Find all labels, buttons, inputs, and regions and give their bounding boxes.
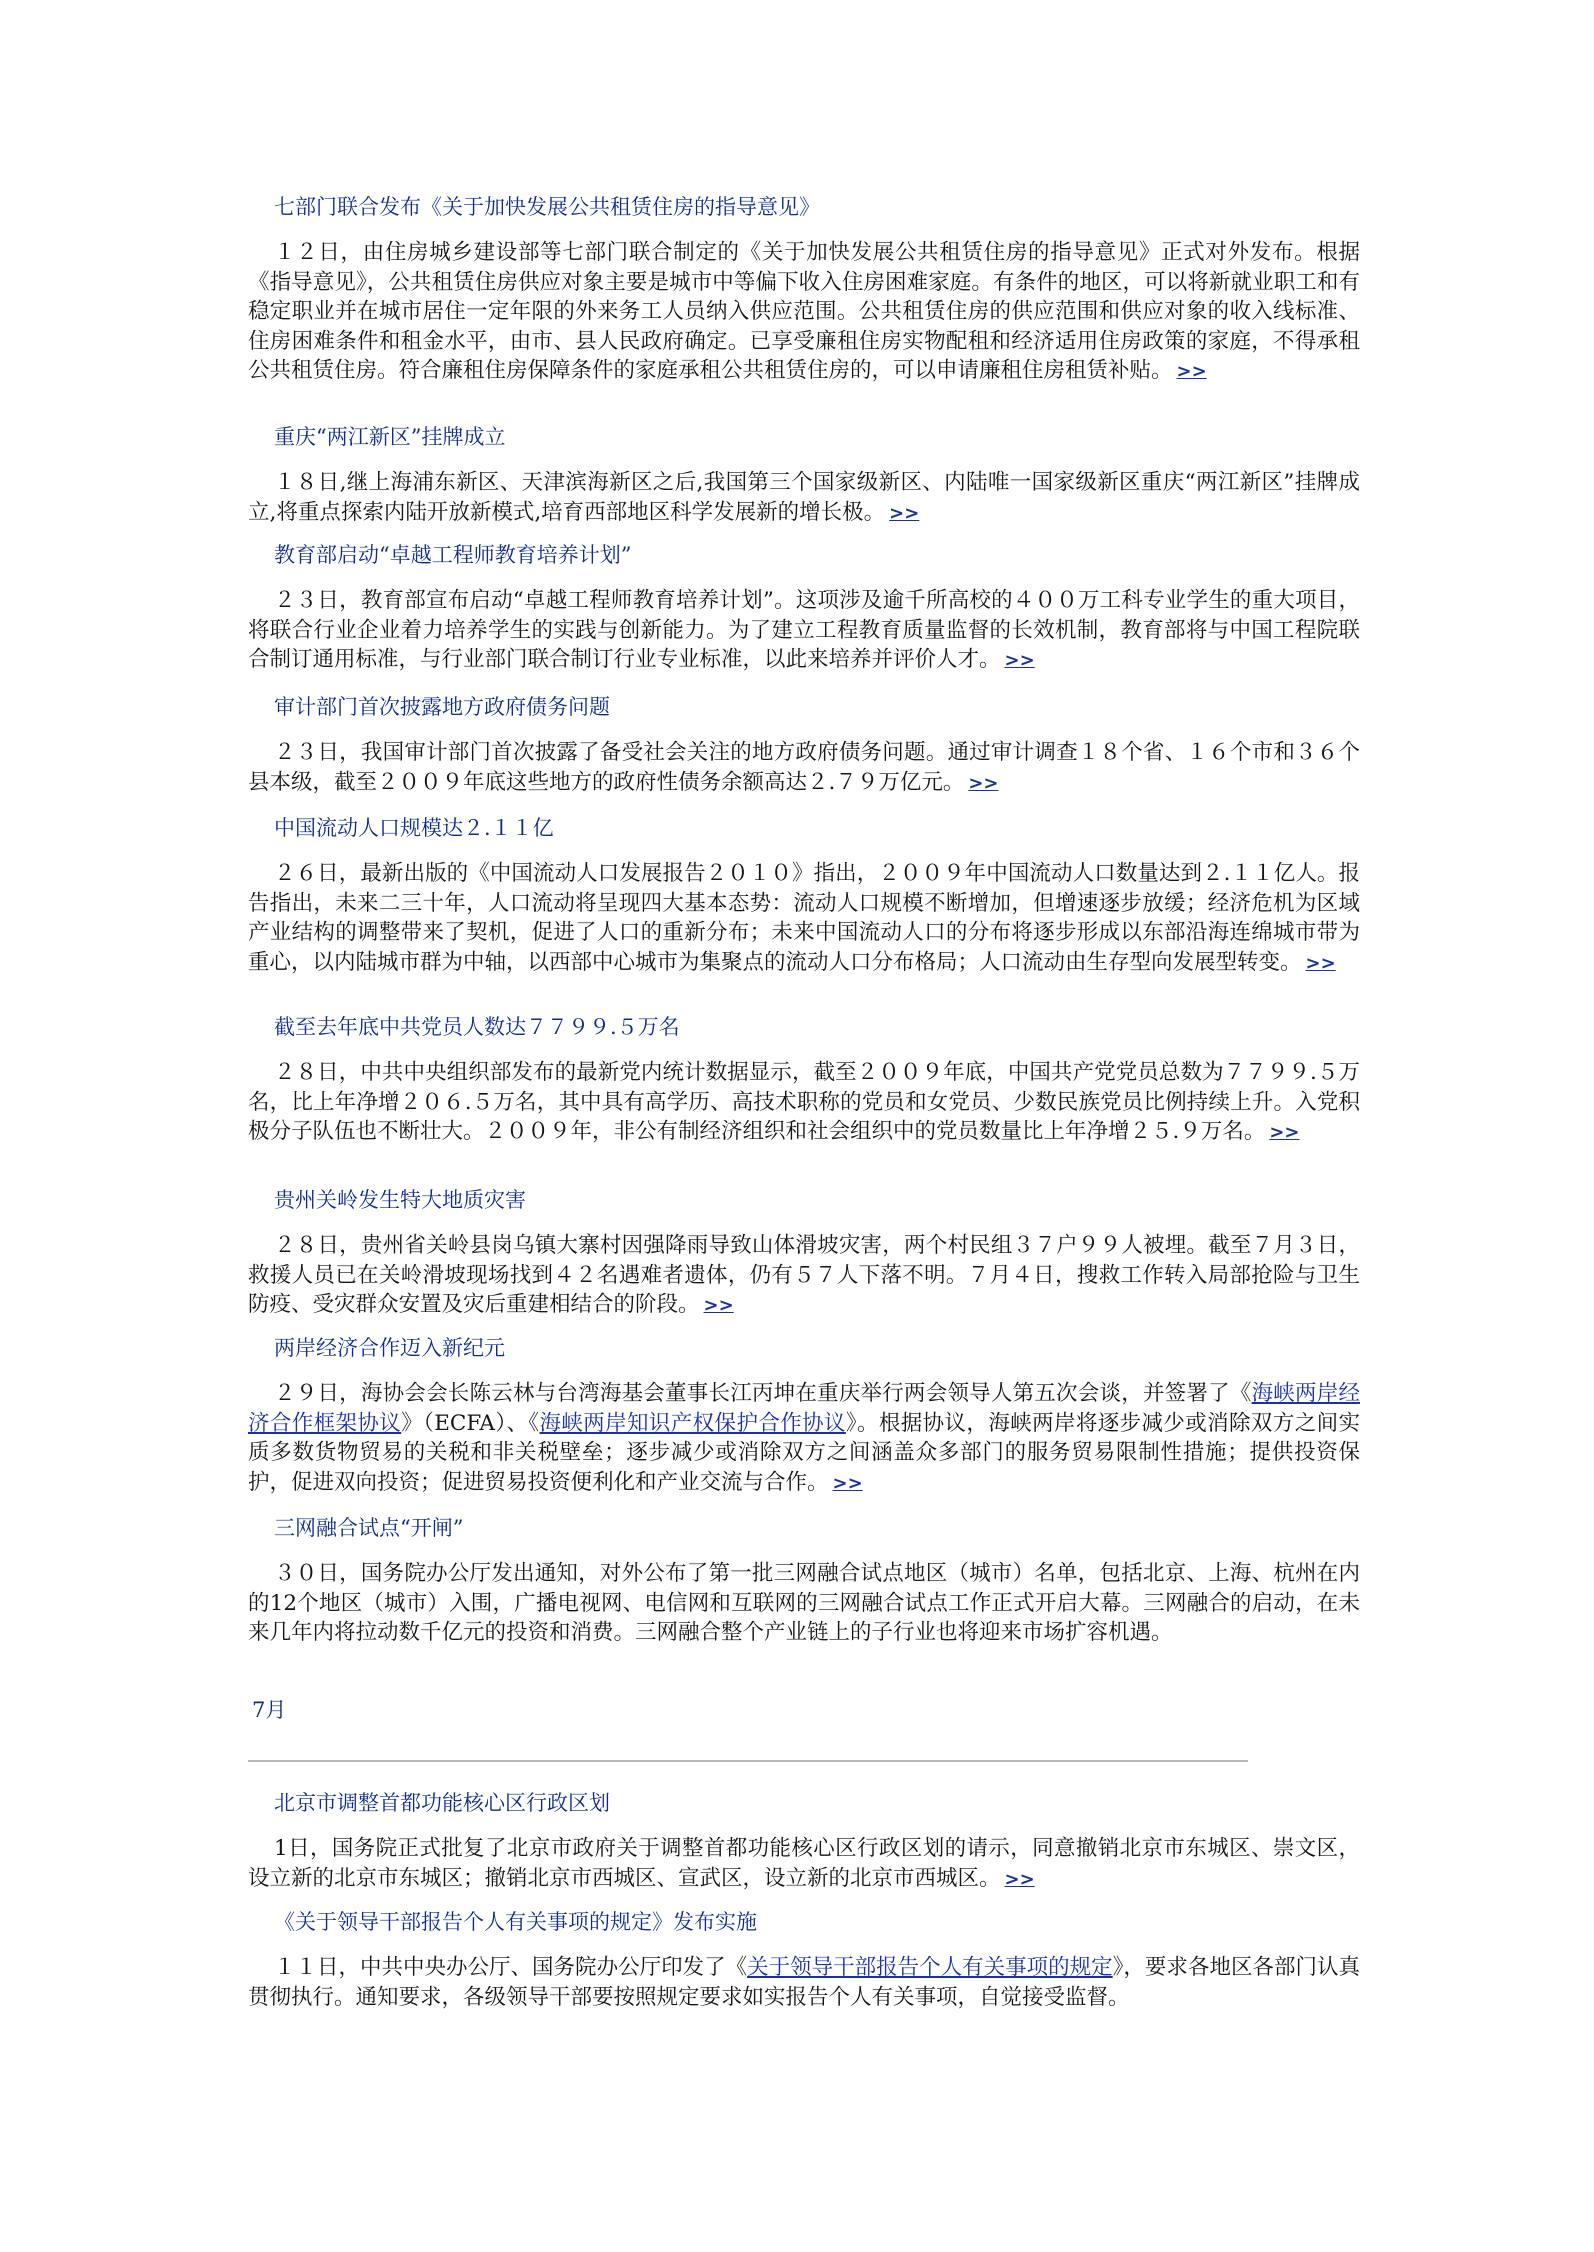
news-headline: 七部门联合发布《关于加快发展公共租赁住房的指导意见》 [274,195,820,219]
news-item [248,1185,1360,1321]
news-headline: 《关于领导干部报告个人有关事项的规定》发布实施 [274,1910,757,1934]
news-item [248,540,1360,676]
news-headline: 三网融合试点“开闸” [274,1516,464,1540]
news-item [248,813,1360,978]
news-item [248,422,1360,528]
ip-protection-agreement-link[interactable]: 海峡两岸知识产权保护合作协议 [539,1410,846,1436]
news-body-text: 》（ECFA）、《 [401,1410,540,1436]
news-body [248,468,1360,528]
news-item [248,1333,1360,1498]
news-body-text: １１日，中共中央办公厅、国务院办公厅印发了《 [274,1955,748,1980]
news-body-text: 1日，国务院正式批复了北京市政府关于调整首都功能核心区行政区划的请示，同意撤销北京市东城区、崇文区，设立新的北京市东城区；撤销北京市西城区、宣武区，设立新的北京市西城区。 [248,1836,1360,1891]
month-label: 7月 [252,1698,287,1722]
news-body [248,738,1360,798]
news-body [248,1058,1360,1148]
more-link[interactable]: >> [1004,650,1035,671]
more-link[interactable]: >> [968,772,999,794]
section-divider [248,1760,1248,1762]
news-headline: 教育部启动“卓越工程师教育培养计划” [274,543,632,567]
news-item [248,1513,1360,1648]
news-item [248,1012,1360,1148]
news-headline: 审计部门首次披露地方政府债务问题 [274,695,610,719]
news-item [248,692,1360,798]
news-body-text: ３０日，国务院办公厅发出通知，对外公布了第一批三网融合试点地区（城市）名单，包括北京、上海、杭州在内的12个地区（城市）入围，广播电视网、电信网和互联网的三网融合试点工作正式开启大幕。三网融合的启动，在未来几年内将拉动数千亿元的投资和消费。三网融合整个产业链上的子行业也将迎来市场扩容机遇。 [248,1561,1360,1645]
news-item [248,1788,1360,1894]
news-body-text: 》。根据协议，海峡两岸将逐步减少或消除双方之间实质多数货物贸易的关税和非关税壁垒；逐步减少或消除双方之间涵盖众多部门的服务贸易限制性措施；提供投资保护，促进双向投资；促进贸易投资便利化和产业交流与合作。 [248,1410,1360,1495]
more-link[interactable]: >> [1004,1868,1035,1890]
more-link[interactable]: >> [832,1472,863,1494]
more-link[interactable]: >> [1305,952,1336,974]
regulation-link[interactable]: 关于领导干部报告个人有关事项的规定 [747,1955,1113,1980]
ecfa-agreement-link[interactable]: 海峡两岸经济合作框架协议 [248,1381,1360,1436]
news-item [248,192,1360,387]
news-body [248,1559,1360,1648]
news-body-text: ２９日，海协会会长陈云林与台湾海基会董事长江丙坤在重庆举行两会领导人第五次会谈，并签署了《 [274,1381,1252,1406]
more-link[interactable]: >> [703,1295,734,1316]
news-body [248,1379,1360,1498]
news-body [248,859,1360,978]
more-link[interactable]: >> [889,502,920,524]
news-headline: 北京市调整首都功能核心区行政区划 [274,1791,610,1815]
news-body [248,586,1360,676]
news-headline: 贵州关岭发生特大地质灾害 [274,1188,526,1212]
news-body-text: １８日,继上海浦东新区、天津滨海新区之后,我国第三个国家级新区、内陆唯一国家级新区重庆“两江新区”挂牌成立,将重点探索内陆开放新模式,培育西部地区科学发展新的增长极。 [248,470,1360,525]
news-headline: 截至去年底中共党员人数达７７９９.５万名 [274,1015,680,1039]
news-body [248,238,1360,387]
more-link[interactable]: >> [1269,1122,1300,1143]
news-body-text: ２８日，贵州省关岭县岗乌镇大寨村因强降雨导致山体滑坡灾害，两个村民组３７户９９人被埋。截至７月３日，救援人员已在关岭滑坡现场找到４２名遇难者遗体，仍有５７人下落不明。７月４日，搜救工作转入局部抢险与卫生防疫、受灾群众安置及灾后重建相结合的阶段。 [248,1233,1360,1317]
news-body-text: １２日，由住房城乡建设部等七部门联合制定的《关于加快发展公共租赁住房的指导意见》正式对外发布。根据《指导意见》，公共租赁住房供应对象主要是城市中等偏下收入住房困难家庭。有条件的地区，可以将新就业职工和有稳定职业并在城市居住一定年限的外来务工人员纳入供应范围。公共租赁住房的供应范围和供应对象的收入线标准、住房困难条件和租金水平，由市、县人民政府确定。已享受廉租住房实物配租和经济适用住房政策的家庭，不得承租公共租赁住房。符合廉租住房保障条件的家庭承租公共租赁住房的，可以申请廉租住房租赁补贴。 [248,240,1360,383]
news-body-text: ２３日，教育部宣布启动“卓越工程师教育培养计划”。这项涉及逾千所高校的４００万工科专业学生的重大项目，将联合行业企业着力培养学生的实践与创新能力。为了建立工程教育质量监督的长效机制，教育部将与中国工程院联合制订通用标准，与行业部门联合制订行业专业标准，以此来培养并评价人才。 [248,588,1360,672]
news-body [248,1953,1360,2012]
news-body-text: ２８日，中共中央组织部发布的最新党内统计数据显示，截至２００９年底，中国共产党党员总数为７７９９.５万名，比上年净增２０６.５万名，其中具有高学历、高技术职称的党员和女党员、少数民族党员比例持续上升。入党积极分子队伍也不断壮大。２００９年，非公有制经济组织和社会组织中的党员数量比上年净增２５.９万名。 [248,1060,1360,1144]
news-item [248,1907,1360,2012]
news-headline: 重庆“两江新区”挂牌成立 [274,425,506,449]
more-link[interactable]: >> [1176,361,1207,382]
news-body [248,1834,1360,1894]
news-headline: 中国流动人口规模达２.１１亿 [274,816,554,840]
news-headline: 两岸经济合作迈入新纪元 [274,1336,505,1360]
news-body-text: ２６日，最新出版的《中国流动人口发展报告２０１０》指出，２００９年中国流动人口数量达到２.１１亿人。报告指出，未来二三十年，人口流动将呈现四大基本态势：流动人口规模不断增加，但增速逐步放缓；经济危机为区域产业结构的调整带来了契机，促进了人口的重新分布；未来中国流动人口的分布将逐步形成以东部沿海连绵城市带为重心，以内陆城市群为中轴，以西部中心城市为集聚点的流动人口分布格局；人口流动由生存型向发展型转变。 [248,861,1360,975]
news-body [248,1231,1360,1321]
news-body-text: 》，要求各地区各部门认真贯彻执行。通知要求，各级领导干部要按照规定要求如实报告个人有关事项，自觉接受监督。 [248,1955,1360,2010]
news-body-text: ２３日，我国审计部门首次披露了备受社会关注的地方政府债务问题。通过审计调查１８个省、１６个市和３６个县本级，截至２００９年底这些地方的政府性债务余额高达２.７９万亿元。 [248,740,1360,795]
